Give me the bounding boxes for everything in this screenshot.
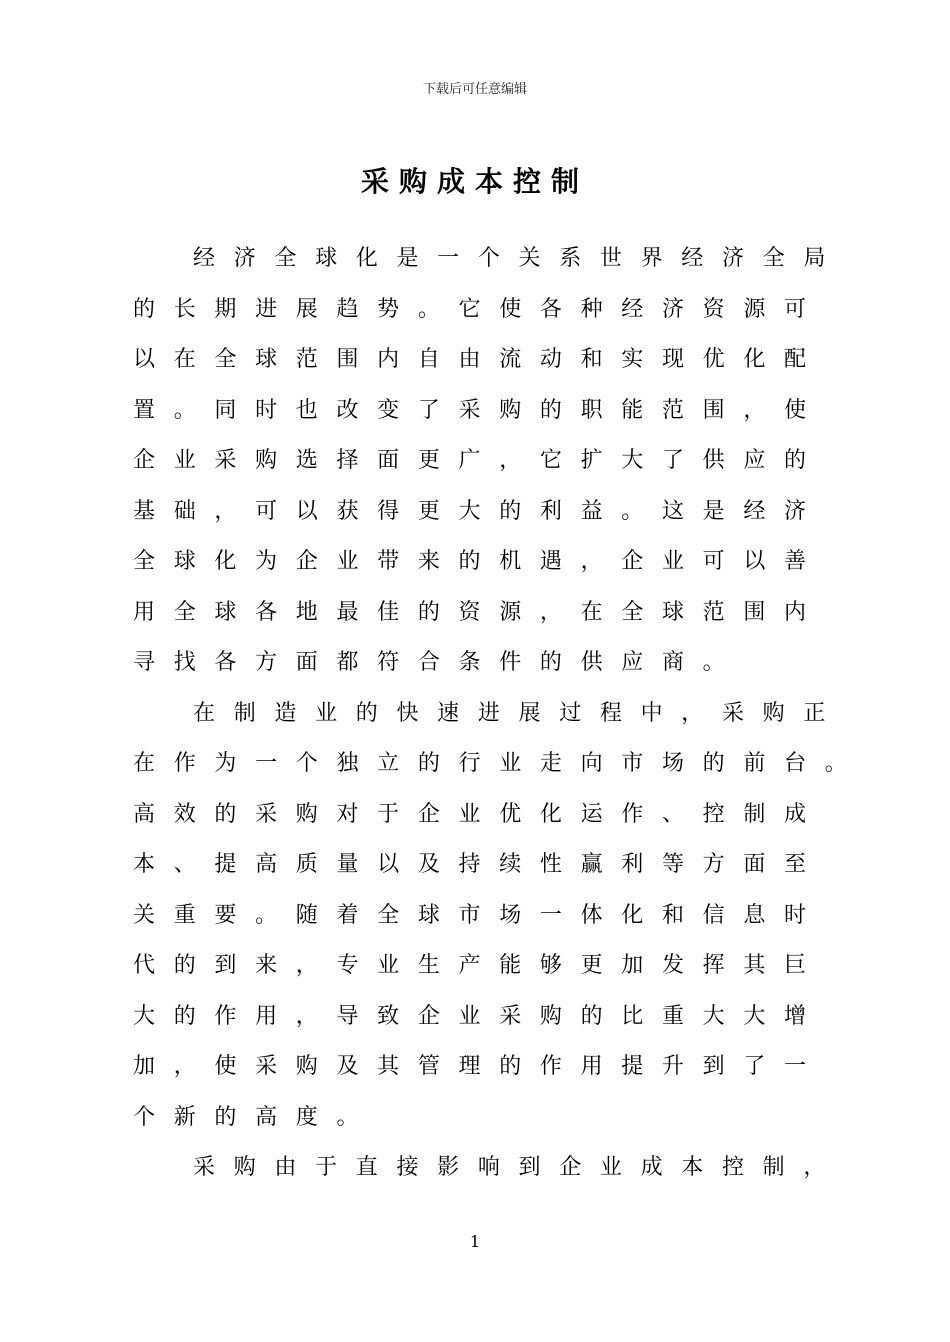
body-line: 经 济 全 球 化 是 一 个 关 系 世 界 经 济 全 局 — [193, 246, 826, 271]
body-line: 在 作 为 一 个 独 立 的 行 业 走 向 市 场 的 前 台 。 — [133, 751, 847, 776]
body-line: 在 制 造 业 的 快 速 进 展 过 程 中 ， 采 购 正 — [193, 700, 826, 726]
body-line: 全 球 化 为 企 业 带 来 的 机 遇 ， 企 业 可 以 善 — [133, 549, 807, 574]
body-line: 本 、 提 高 质 量 以 及 持 续 性 赢 利 等 方 面 至 — [133, 852, 807, 877]
body-line: 代 的 到 来 ， 专 业 生 产 能 够 更 加 发 挥 其 巨 — [133, 953, 807, 978]
body-line: 寻 找 各 方 面 都 符 合 条 件 的 供 应 商 。 — [133, 650, 725, 675]
header-note: 下载后可任意编辑 — [422, 82, 527, 97]
body-line: 用 全 球 各 地 最 佳 的 资 源 ， 在 全 球 范 围 内 — [133, 599, 807, 625]
body-line: 大 的 作 用 ， 导 致 企 业 采 购 的 比 重 大 大 增 — [133, 1003, 807, 1029]
document-title: 采购成本控制 — [360, 165, 589, 198]
body-line: 加 ， 使 采 购 及 其 管 理 的 作 用 提 升 到 了 一 — [133, 1054, 807, 1079]
document-body — [133, 234, 853, 1194]
body-line: 关 重 要 。 随 着 全 球 市 场 一 体 化 和 信 息 时 — [133, 902, 807, 928]
body-line: 高 效 的 采 购 对 于 企 业 优 化 运 作 、 控 制 成 — [133, 801, 807, 827]
body-line: 个 新 的 高 度 。 — [133, 1104, 359, 1130]
body-line: 企 业 采 购 选 择 面 更 广 ， 它 扩 大 了 供 应 的 — [133, 448, 807, 473]
body-line: 的 长 期 进 展 趋 势 。 它 使 各 种 经 济 资 源 可 — [133, 296, 807, 322]
body-line: 采 购 由 于 直 接 影 响 到 企 业 成 本 控 制 ， — [193, 1155, 826, 1180]
page-number: 1 — [469, 1232, 481, 1251]
body-line: 基 础 ， 可 以 获 得 更 大 的 利 益 。 这 是 经 济 — [133, 498, 807, 524]
body-line: 置 。 同 时 也 改 变 了 采 购 的 职 能 范 围 ， 使 — [133, 397, 807, 423]
body-line: 以 在 全 球 范 围 内 自 由 流 动 和 实 现 优 化 配 — [133, 347, 807, 372]
